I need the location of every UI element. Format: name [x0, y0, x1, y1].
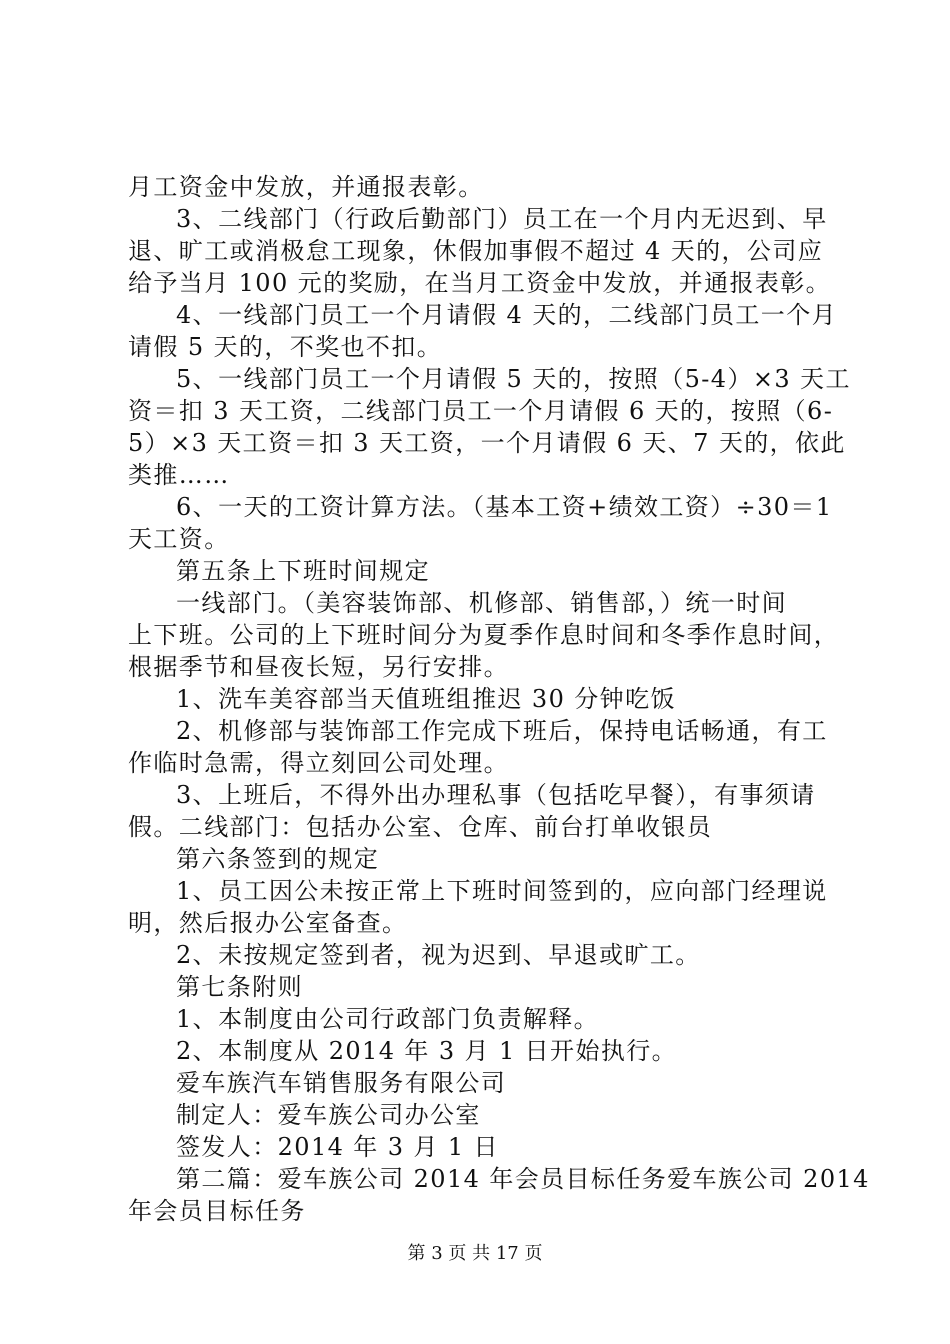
- text-line: 2、本制度从 2014 年 3 月 1 日开始执行。: [176, 1037, 678, 1065]
- text-line: 明，然后报办公室备查。: [128, 909, 408, 937]
- text-line: 2、机修部与装饰部工作完成下班后，保持电话畅通，有工: [176, 717, 828, 745]
- text-line: 4、一线部门员工一个月请假 4 天的，二线部门员工一个月: [176, 301, 837, 329]
- page-footer: [0, 1242, 950, 1266]
- chapter-title-continued: 年会员目标任务: [128, 1197, 306, 1225]
- chapter-title: 第二篇：爱车族公司 2014 年会员目标任务爱车族公司 2014: [176, 1165, 870, 1193]
- issue-date-line: 签发人：2014 年 3 月 1 日: [176, 1133, 499, 1161]
- text-line: 假。二线部门：包括办公室、仓库、前台打单收银员: [128, 813, 713, 841]
- text-line: 6、一天的工资计算方法。（基本工资+绩效工资）÷30＝1: [176, 493, 833, 521]
- text-line: 类推……: [128, 461, 230, 489]
- text-line: 1、洗车美容部当天值班组推迟 30 分钟吃饭: [176, 685, 676, 713]
- author-line: 制定人：爱车族公司办公室: [176, 1101, 481, 1129]
- section-heading: 第五条上下班时间规定: [176, 557, 430, 585]
- text-line: 给予当月 100 元的奖励，在当月工资金中发放，并通报表彰。: [128, 269, 832, 297]
- text-line: 上下班。公司的上下班时间分为夏季作息时间和冬季作息时间，: [128, 621, 840, 649]
- text-line: 请假 5 天的，不奖也不扣。: [128, 333, 443, 361]
- text-line: 退、旷工或消极怠工现象，休假加事假不超过 4 天的，公司应: [128, 237, 824, 265]
- text-line: 2、未按规定签到者，视为迟到、早退或旷工。: [176, 941, 701, 969]
- text-line: 根据季节和昼夜长短，另行安排。: [128, 653, 509, 681]
- text-line: 作临时急需，得立刻回公司处理。: [128, 749, 509, 777]
- text-line: 3、上班后，不得外出办理私事（包括吃早餐），有事须请: [176, 781, 816, 809]
- text-line: 资＝扣 3 天工资，二线部门员工一个月请假 6 天的，按照（6-: [128, 397, 834, 425]
- text-line: 月工资金中发放，并通报表彰。: [128, 173, 484, 201]
- text-line: 一线部门。（美容装饰部、机修部、销售部，）统一时间: [176, 589, 787, 617]
- text-line: 5、一线部门员工一个月请假 5 天的，按照（5-4）×3 天工: [176, 365, 851, 393]
- section-heading: 第六条签到的规定: [176, 845, 380, 873]
- company-name: 爱车族汽车销售服务有限公司: [176, 1069, 507, 1097]
- text-line: 5）×3 天工资＝扣 3 天工资，一个月请假 6 天、7 天的，依此: [128, 429, 846, 457]
- text-line: 1、员工因公未按正常上下班时间签到的，应向部门经理说: [176, 877, 828, 905]
- page-number: 第 3 页 共 17 页: [407, 1243, 543, 1264]
- section-heading: 第七条附则: [176, 973, 303, 1001]
- document-body: [128, 171, 870, 1227]
- text-line: 3、二线部门（行政后勤部门）员工在一个月内无迟到、早: [176, 205, 828, 233]
- text-line: 1、本制度由公司行政部门负责解释。: [176, 1005, 600, 1033]
- text-line: 天工资。: [128, 525, 230, 553]
